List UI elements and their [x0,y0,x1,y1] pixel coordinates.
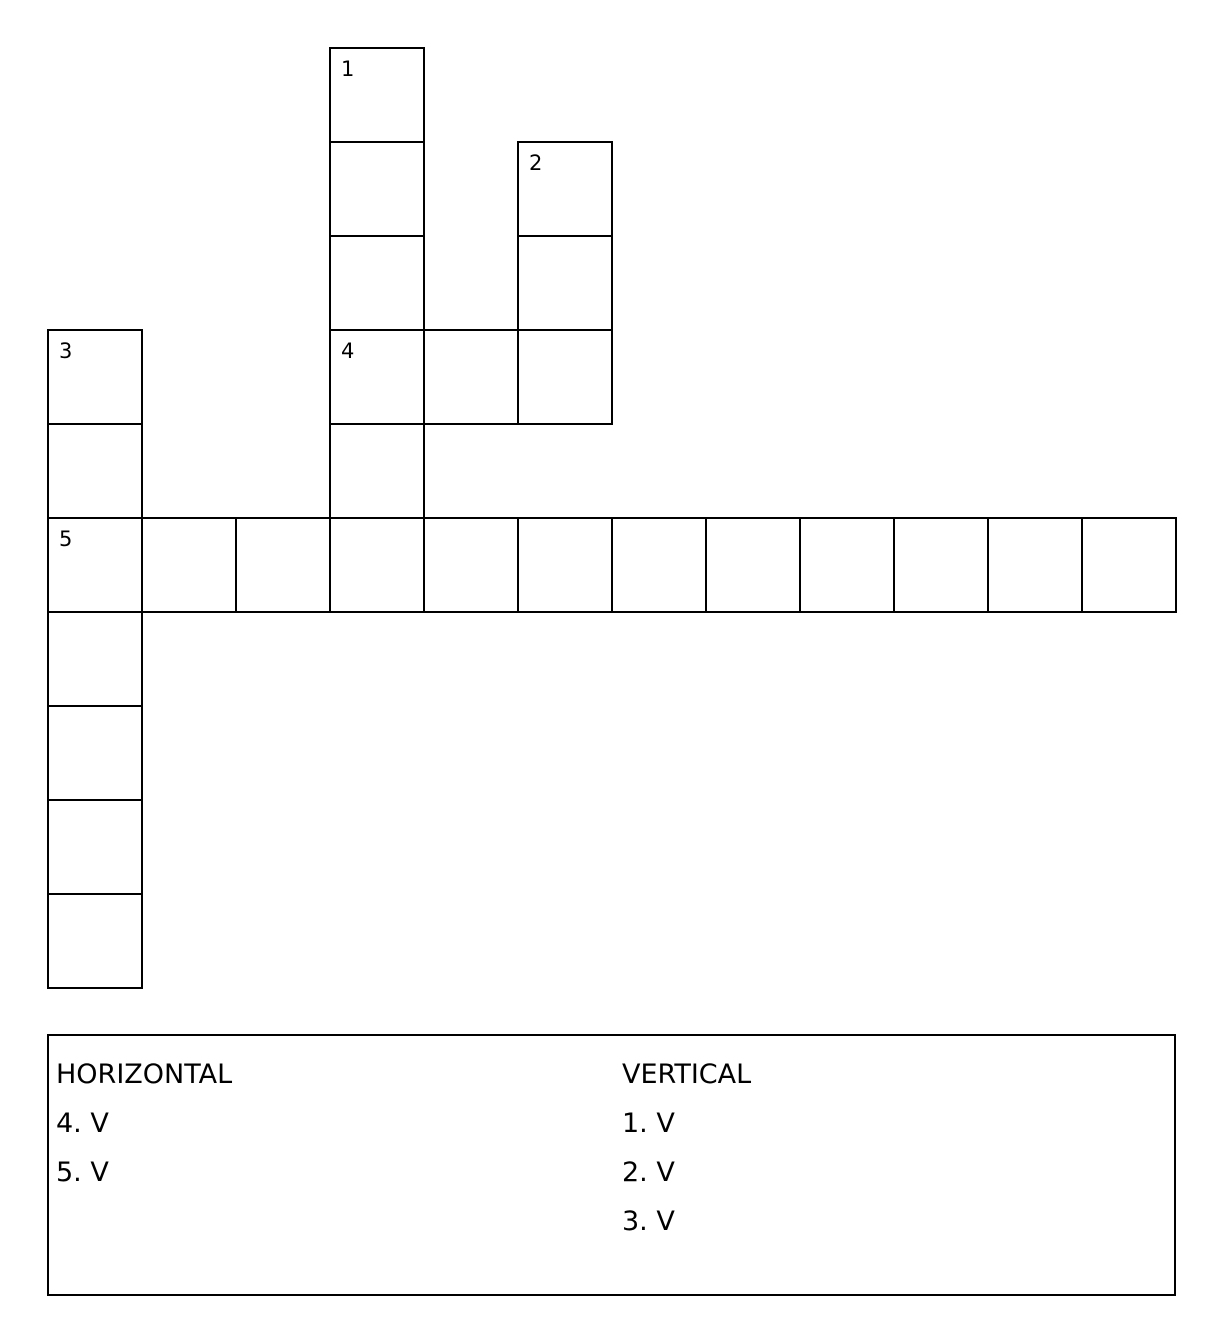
clues-vertical-heading: VERTICAL [622,1059,752,1090]
crossword-cell[interactable] [47,799,143,895]
crossword-cell[interactable] [329,517,425,613]
clue-horizontal-5: 5. V [56,1157,109,1188]
clue-vertical-1: 1. V [622,1108,675,1139]
crossword-cell[interactable] [47,517,143,613]
crossword-cell[interactable] [423,517,519,613]
clue-vertical-2: 2. V [622,1157,675,1188]
crossword-cell[interactable] [47,329,143,425]
crossword-cell[interactable] [329,141,425,237]
clue-number-label: 4 [341,339,355,363]
crossword-cell[interactable] [517,517,613,613]
crossword-cell[interactable] [141,517,237,613]
crossword-cell[interactable] [987,517,1083,613]
clue-number-label: 3 [59,339,73,363]
crossword-cell[interactable] [329,423,425,519]
crossword-cell[interactable] [799,517,895,613]
crossword-cell[interactable] [1081,517,1177,613]
clues-vertical-column [622,1050,751,1246]
crossword-cell[interactable] [611,517,707,613]
crossword-cell[interactable] [329,47,425,143]
crossword-cell[interactable] [517,235,613,331]
clue-vertical-3: 3. V [622,1206,675,1237]
crossword-cell[interactable] [329,235,425,331]
crossword-cell[interactable] [705,517,801,613]
clue-horizontal-4: 4. V [56,1108,109,1139]
clue-number-label: 1 [341,57,355,81]
clues-panel [47,1034,1176,1296]
crossword-cell[interactable] [47,705,143,801]
clues-horizontal-column [56,1050,232,1197]
crossword-cell[interactable] [893,517,989,613]
clue-number-label: 2 [529,151,543,175]
crossword-cell[interactable] [47,423,143,519]
crossword-cell[interactable] [423,329,519,425]
crossword-cell[interactable] [47,893,143,989]
crossword-cell[interactable] [517,329,613,425]
clues-horizontal-heading: HORIZONTAL [56,1059,233,1090]
crossword-cell[interactable] [329,329,425,425]
crossword-cell[interactable] [47,611,143,707]
clue-number-label: 5 [59,527,73,551]
crossword-cell[interactable] [235,517,331,613]
crossword-cell[interactable] [517,141,613,237]
